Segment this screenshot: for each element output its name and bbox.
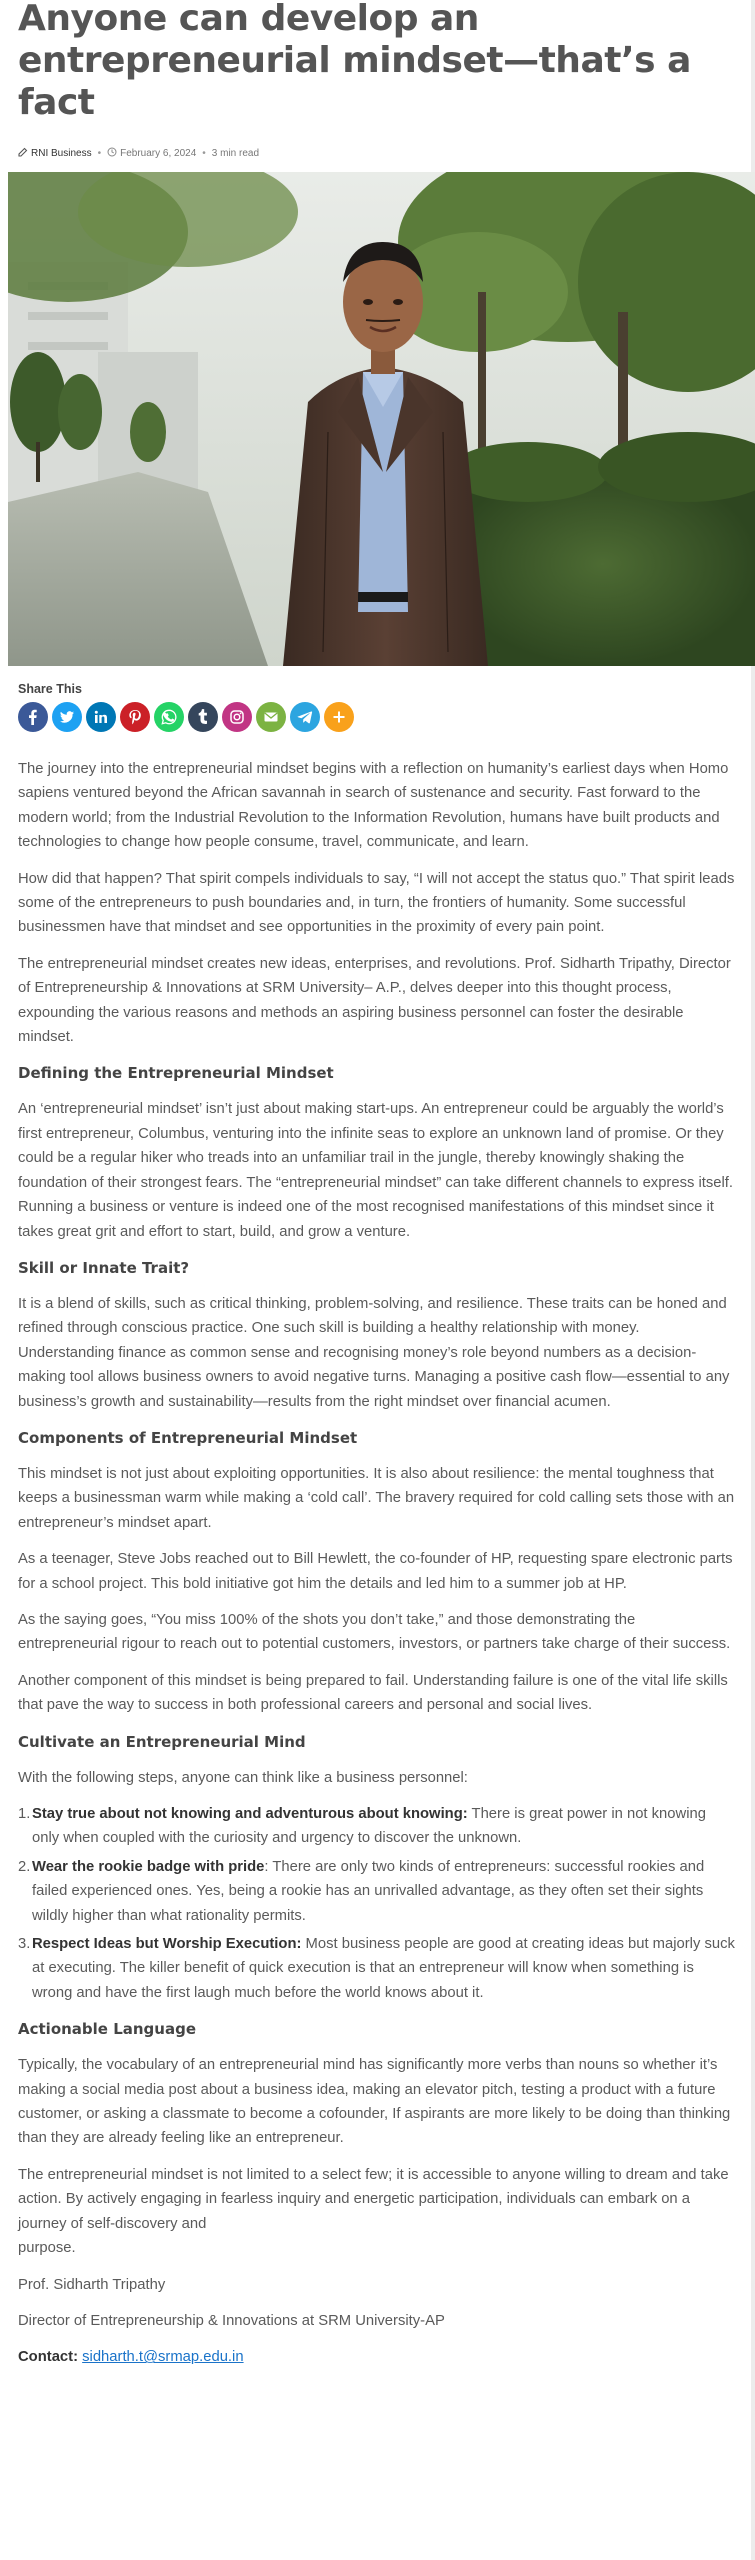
meta-separator: • xyxy=(202,147,206,159)
telegram-share-button[interactable] xyxy=(290,702,320,732)
share-buttons xyxy=(18,702,737,732)
article-body xyxy=(18,757,737,2370)
paragraph: As a teenager, Steve Jobs reached out to Bill Hewlett, the co-founder of HP, requesting spare electronic parts for a school project. This bold initiative got him the details and led him to a summer job at HP. xyxy=(18,1551,733,1592)
paragraph: This mindset is not just about exploiting opportunities. It is also about resilience: the mental toughness that keeps a businessman warm while making a ‘cold call’. The bravery required for cold calling sets those with an entrepreneur’s mindset apart. xyxy=(18,1465,735,1531)
section-heading: Components of Entrepreneurial Mindset xyxy=(18,1428,358,1447)
telegram-icon xyxy=(297,709,313,725)
linkedin-share-button[interactable] xyxy=(86,702,116,732)
meta-separator: • xyxy=(97,147,102,159)
instagram-share-button[interactable] xyxy=(222,702,252,732)
clock-icon xyxy=(107,147,117,160)
paragraph-text-end: purpose. xyxy=(18,2240,76,2257)
twitter-icon xyxy=(59,709,75,725)
twitter-share-button[interactable] xyxy=(52,702,82,732)
list-number: 3. xyxy=(18,1936,31,1953)
pinterest-share-button[interactable] xyxy=(120,702,150,732)
contact-line xyxy=(18,2345,737,2369)
facebook-share-button[interactable] xyxy=(18,702,48,732)
author-link[interactable] xyxy=(18,147,92,160)
whatsapp-share-button[interactable] xyxy=(154,702,184,732)
paragraph: The entrepreneurial mindset creates new ideas, enterprises, and revolutions. Prof. Sidharth Tripathy, Director of Entrepreneurship & Innovations at SRM University– A.P., delves deeper into this thought process, expounding the various reasons and methods an aspiring business personnel can foster the desirable mindset. xyxy=(18,955,731,1046)
list-text: Most business people are good at creating ideas but majorly suck at executing. The killer benefit of quick execution is that an entrepreneur will know when something is wrong and have the first laugh much before the world knows about it. xyxy=(32,1936,735,2001)
signature-title: Director of Entrepreneurship & Innovations at SRM University-AP xyxy=(18,2312,445,2329)
section-heading: Cultivate an Entrepreneurial Mind xyxy=(18,1732,306,1751)
list-item xyxy=(18,1855,737,1928)
list-text: : There are only two kinds of entrepreneurs: successful rookies and failed experienced ones. Yes, being a rookie has an unrivalled advantage, as they often set their sights wildly higher than what rationality permits. xyxy=(32,1858,705,1924)
contact-email-link[interactable]: sidharth.t@srmap.edu.in xyxy=(82,2349,244,2366)
signature-name: Prof. Sidharth Tripathy xyxy=(18,2276,166,2293)
read-time: 3 min read xyxy=(211,147,260,159)
paragraph: How did that happen? That spirit compels individuals to say, “I will not accept the status quo.” That spirit leads some of the entrepreneurs to push boundaries and, in turn, the frontiers of humanity. Some successful businessmen have that mindset and see opportunities in the proximity of every pain point. xyxy=(18,870,735,936)
tumblr-icon xyxy=(195,709,211,725)
section-heading: Actionable Language xyxy=(18,2020,197,2039)
author-name: RNI Business xyxy=(31,147,92,159)
instagram-icon xyxy=(229,709,245,725)
list-item xyxy=(18,1932,737,2005)
steps-list xyxy=(18,1802,737,2005)
paragraph: The journey into the entrepreneurial mindset begins with a reflection on humanity’s earliest days when Homo sapiens ventured beyond the African savannah in search of sustenance and security. Fast forward to the modern world; from the Industrial Revolution to the Information Revolution, humans have built products and technologies to change how people consume, travel, communicate, and learn. xyxy=(18,761,729,851)
list-item xyxy=(18,1802,737,1851)
contact-label: Contact: xyxy=(18,2349,79,2366)
paragraph: As the saying goes, “You miss 100% of the shots you don’t take,” and those demonstrating the entrepreneurial rigour to reach out to potential customers, investors, or partners take charge of their success. xyxy=(18,1611,731,1653)
email-share-button[interactable] xyxy=(256,702,286,732)
whatsapp-icon xyxy=(161,709,177,725)
post-date xyxy=(107,147,196,160)
hero-image xyxy=(8,172,755,666)
list-lead: Stay true about not knowing and adventurous about knowing: xyxy=(32,1806,468,1822)
date-text: February 6, 2024 xyxy=(120,147,197,159)
more-share-button[interactable] xyxy=(324,702,354,732)
paragraph: Another component of this mindset is being prepared to fail. Understanding failure is one of the vital life skills that pave the way to success in both professional careers and personal and social lives. xyxy=(18,1672,728,1714)
list-lead: Wear the rookie badge with pride xyxy=(32,1858,265,1875)
paragraph: With the following steps, anyone can think like a business personnel: xyxy=(18,1769,468,1786)
facebook-icon xyxy=(25,709,41,725)
section-heading: Defining the Entrepreneurial Mindset xyxy=(18,1064,334,1083)
article-meta xyxy=(18,146,737,160)
email-icon xyxy=(263,709,279,725)
section-heading: Skill or Innate Trait? xyxy=(18,1258,190,1277)
paragraph xyxy=(18,2163,737,2261)
list-text: There is great power in not knowing only when coupled with the curiosity and urgency to discover the unknown. xyxy=(32,1806,706,1847)
paragraph: Typically, the vocabulary of an entrepreneurial mind has significantly more verbs than nouns so whether it’s making a social media post about a business idea, making an elevator pitch, testing a product with a future customer, or asking a classmate to become a cofounder, If aspirants are more likely to be doing than thinking than they are already feeling like an entrepreneur. xyxy=(18,2057,731,2147)
paragraph: An ‘entrepreneurial mindset’ isn’t just about making start-ups. An entrepreneur could be arguably the world’s first entrepreneur, Columbus, venturing into the infinite seas to explore an unknown land of promise. Or they could be a regular hiker who treads into an unfamiliar trail in the jungle, thereby knowingly shaking the foundation of their strongest fears. The “entrepreneurial mindset” can take different channels to express itself. Running a business or venture is indeed one of the most recognised manifestations of this mindset since it takes great grit and effort to start, build, and grow a venture. xyxy=(18,1101,734,1240)
linkedin-icon xyxy=(93,709,109,725)
list-lead: Respect Ideas but Worship Execution: xyxy=(32,1936,302,1953)
article-title: Anyone can develop an entrepreneurial mindset—that’s a fact xyxy=(18,0,691,123)
edit-icon xyxy=(18,147,28,160)
share-label: Share This xyxy=(18,682,82,696)
paragraph: It is a blend of skills, such as critical thinking, problem-solving, and resilience. These traits can be honed and refined through conscious practice. One such skill is building a healthy relationship with money. Understanding finance as common sense and recognising money’s role beyond numbers as a decision-making tool allows business owners to avoid negative turns. Managing a positive cash flow—essential to any business’s growth and sustainability—results from the right mindset over financial acumen. xyxy=(18,1295,730,1410)
list-number: 1. xyxy=(18,1806,31,1822)
list-number: 2. xyxy=(18,1858,31,1875)
tumblr-share-button[interactable] xyxy=(188,702,218,732)
plus-icon xyxy=(331,709,347,725)
pinterest-icon xyxy=(127,709,143,725)
paragraph-text: The entrepreneurial mindset is not limited to a select few; it is accessible to anyone willing to dream and take action. By actively engaging in fearless inquiry and energetic participation, individuals can embark on a journey of self-discovery and xyxy=(18,2166,729,2232)
